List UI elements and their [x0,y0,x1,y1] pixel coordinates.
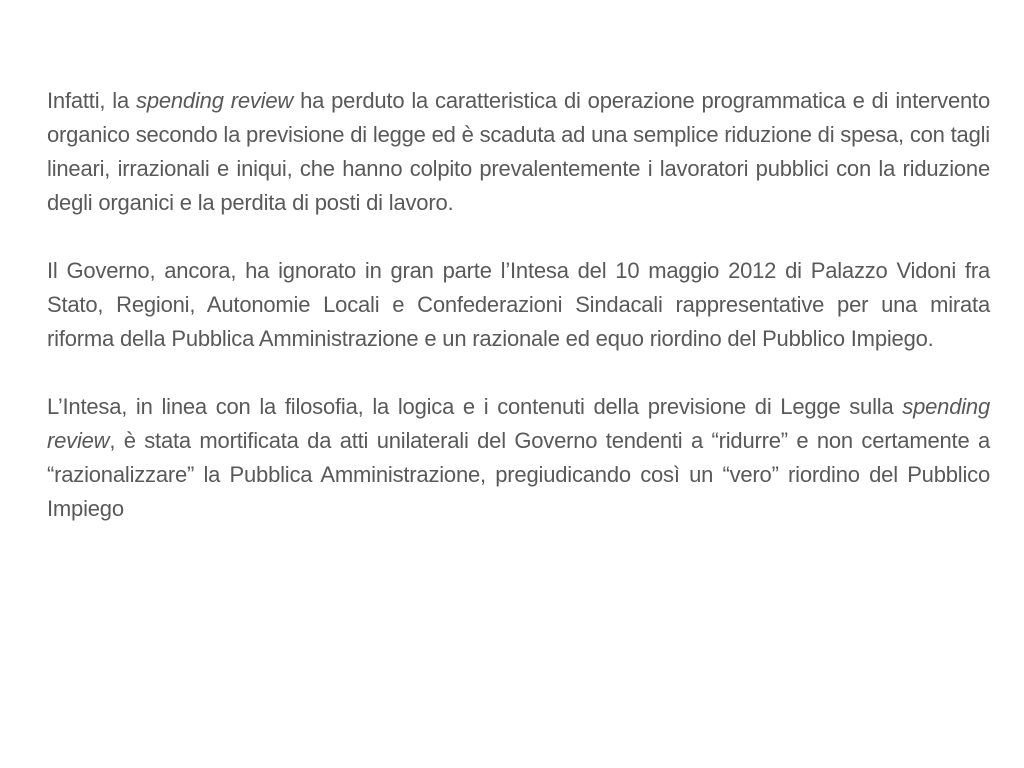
paragraph-3-text-1: L’Intesa, in linea con la filosofia, la logica e i contenuti della previsione di Legge sulla [47,394,903,419]
paragraph-3 [47,390,990,526]
paragraph-3-text-2: , è stata mortificata da atti unilaterali del Governo tendenti a “ridurre” e non certamente a “razionalizzare” la Pubblica Amministrazione, pregiudicando così un “vero” riordino del Pubblico Impiego [47,428,990,521]
paragraph-3-emphasis: spending review [47,394,990,453]
text-body [47,84,990,526]
paragraph-1 [47,84,990,220]
paragraph-1-text-2: ha perduto la caratteristica di operazione programmatica e di intervento organico secondo la previsione di legge ed è scaduta ad una semplice riduzione di spesa, con tagli lineari, irrazionali e iniqui, che hanno colpito prevalentemente i lavoratori pubblici con la riduzione degli organici e la perdita di posti di lavoro. [47,88,990,215]
paragraph-2-text-1: Il Governo, ancora, ha ignorato in gran parte l’Intesa del 10 maggio 2012 di Palazzo Vidoni fra Stato, Regioni, Autonomie Locali e Confederazioni Sindacali rappresentative per una mirata riforma della Pubblica Amministrazione e un razionale ed equo riordino del Pubblico Impiego. [47,258,990,351]
paragraph-2 [47,254,990,356]
paragraph-1-emphasis: spending review [136,88,294,113]
paragraph-1-text-1: Infatti, la [47,88,137,113]
